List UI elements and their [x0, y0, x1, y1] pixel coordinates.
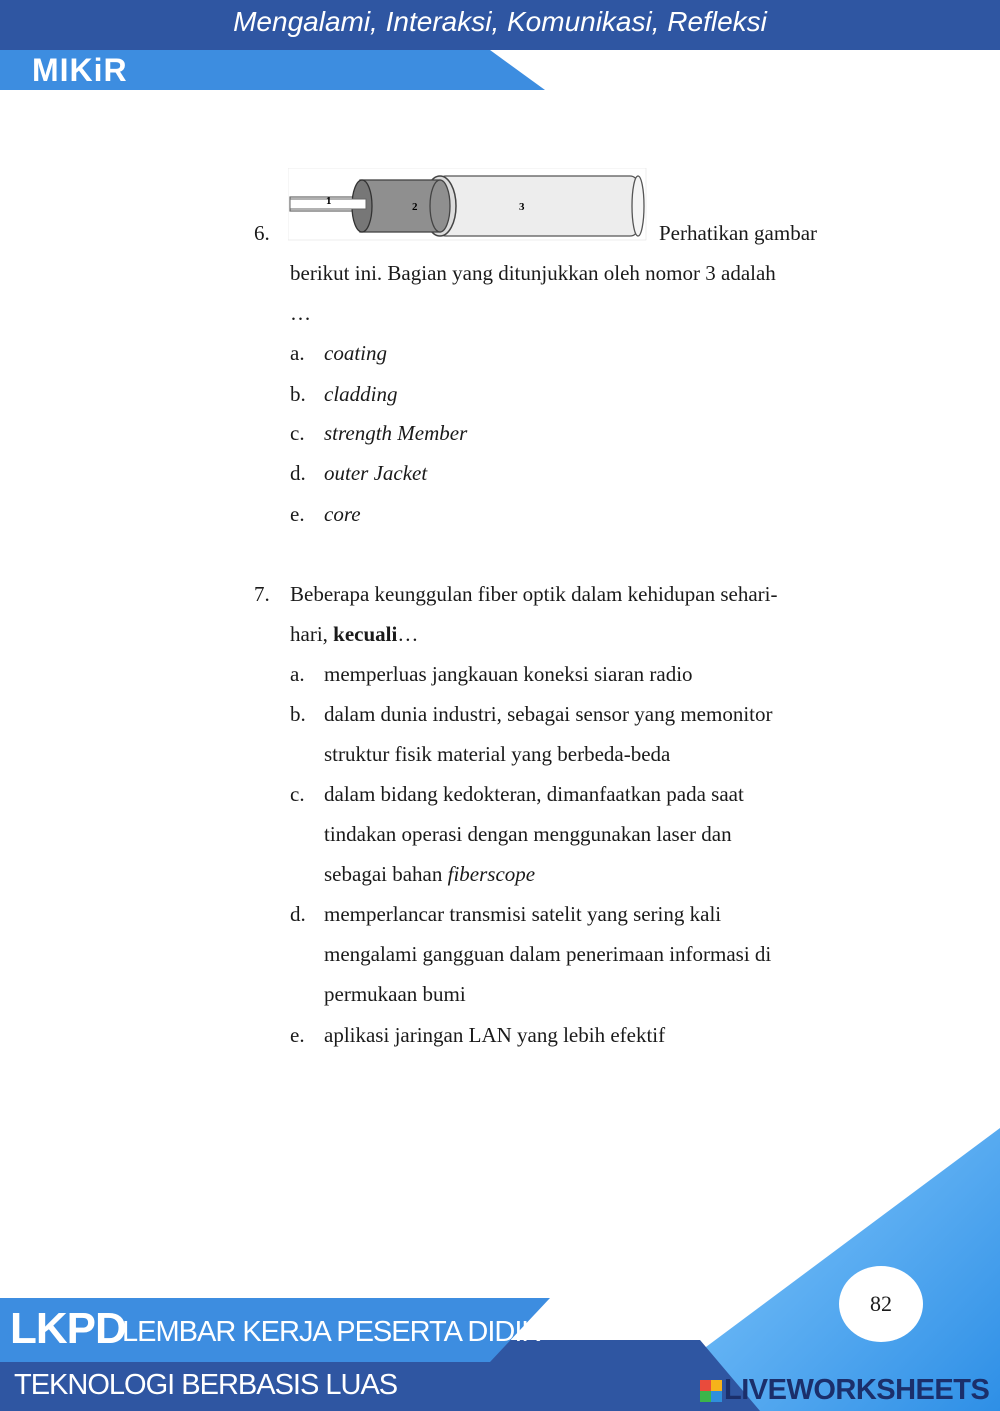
option-letter: e.	[290, 502, 305, 526]
header-title: Mengalami, Interaksi, Komunikasi, Refleksi	[233, 6, 767, 37]
figure-label-3: 3	[519, 201, 525, 213]
question-6-text-line2: berikut ini. Bagian yang ditunjukkan oleh nomor 3 adalah	[290, 261, 776, 285]
option-text-line1: dalam bidang kedokteran, dimanfaatkan pada saat	[324, 782, 744, 806]
option-text-line3: permukaan bumi	[324, 982, 466, 1006]
option-text: strength Member	[324, 421, 468, 445]
option-text: core	[324, 502, 361, 526]
option-text: coating	[324, 341, 387, 365]
fiber-cable-figure	[288, 168, 648, 242]
option-text-line1: memperlancar transmisi satelit yang sering kali	[324, 902, 722, 926]
footer-lkpd: LKPD	[10, 1304, 126, 1353]
term-fiberscope: fiberscope	[447, 862, 536, 886]
option-letter: d.	[290, 461, 306, 485]
page-number-text: 82	[870, 1291, 892, 1316]
text: …	[397, 622, 419, 646]
option-text: memperluas jangkauan koneksi siaran radio	[324, 662, 693, 686]
option-text-line1: dalam dunia industri, sebagai sensor yang memonitor	[324, 702, 773, 726]
text: sebagai bahan	[324, 862, 448, 886]
section-label: MIKiR	[32, 52, 128, 88]
question-6-text-line1: Perhatikan gambar	[659, 221, 818, 245]
option-text-line2: tindakan operasi dengan menggunakan laser dan	[324, 822, 732, 846]
liveworksheets-logo-icon	[700, 1380, 722, 1402]
option-letter: a.	[290, 662, 305, 686]
option-letter: b.	[290, 702, 306, 726]
figure-label-2: 2	[412, 201, 418, 213]
question-6-text-line3: …	[290, 301, 311, 325]
liveworksheets-brand[interactable]	[700, 1374, 989, 1407]
option-text-line2: mengalami gangguan dalam penerimaan informasi di	[324, 942, 772, 966]
emphasis-kecuali: kecuali	[333, 622, 398, 646]
option-letter: a.	[290, 341, 305, 365]
option-text-line3	[324, 862, 535, 887]
text: hari,	[290, 622, 334, 646]
option-text: cladding	[324, 382, 398, 406]
option-letter: b.	[290, 382, 306, 406]
option-letter: c.	[290, 782, 305, 806]
question-7-number: 7.	[254, 582, 270, 606]
footer-lembar: LEMBAR KERJA PESERTA DIDIK	[122, 1316, 540, 1348]
liveworksheets-text: LIVEWORKSHEETS	[724, 1374, 990, 1406]
option-text-line2: struktur fisik material yang berbeda-beda	[324, 742, 671, 766]
figure-label-1: 1	[326, 195, 332, 207]
question-7-text-line1: Beberapa keunggulan fiber optik dalam kehidupan sehari-	[290, 582, 778, 606]
option-letter: d.	[290, 902, 306, 926]
footer-teknologi: TEKNOLOGI BERBASIS LUAS	[14, 1369, 398, 1401]
option-letter: c.	[290, 421, 305, 445]
question-6-number: 6.	[254, 221, 270, 245]
option-letter: e.	[290, 1023, 305, 1047]
page-number	[839, 1266, 923, 1342]
option-text: aplikasi jaringan LAN yang lebih efektif	[324, 1023, 666, 1047]
question-7-text-line2	[290, 622, 418, 647]
option-text: outer Jacket	[324, 461, 428, 485]
